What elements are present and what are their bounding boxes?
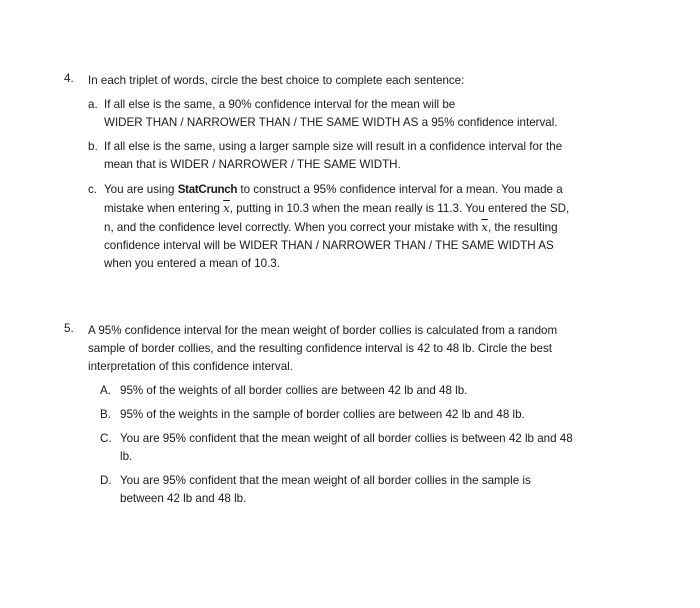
question-5 <box>64 322 644 376</box>
x-bar-symbol-2: $\overline{x}$ <box>481 220 488 234</box>
question-4c-line3a: n, and the confidence level correctly. When you correct your mistake with <box>104 221 482 234</box>
question-4a-line1: If all else is the same, a 90% confidence interval for the mean will be <box>104 98 456 111</box>
option-b-text: 95% of the weights in the sample of border collies are between 42 lb and 48 lb. <box>120 408 525 421</box>
question-4c-line1 <box>104 181 648 199</box>
question-5-line3: interpretation of this confidence interval. <box>88 360 293 373</box>
question-5-line1: A 95% confidence interval for the mean weight of border collies is calculated from a random <box>88 324 558 337</box>
question-4 <box>64 72 644 90</box>
option-b-label: B. <box>100 408 111 421</box>
option-c[interactable] <box>100 430 640 466</box>
question-4c-post: to construct a 95% confidence interval for a mean. You made a <box>237 183 563 196</box>
question-4c-line3 <box>104 218 648 237</box>
option-b[interactable] <box>100 406 640 424</box>
question-4c-line2b: , putting in 10.3 when the mean really is 11.3. You entered the SD, <box>229 202 570 215</box>
option-d-label: D. <box>100 474 112 487</box>
question-4c-line2a: mistake when entering <box>104 202 224 215</box>
question-4b <box>88 138 648 174</box>
x-bar-symbol: $\overline{x}$ <box>223 201 230 215</box>
option-a[interactable] <box>100 382 640 400</box>
question-4c <box>88 181 648 273</box>
option-c-line1: You are 95% confident that the mean weight of all border collies is between 42 lb and 48 <box>120 432 573 445</box>
question-5-number: 5. <box>64 322 74 335</box>
question-4c-line3b: , the resulting <box>487 221 558 234</box>
option-c-line2: lb. <box>120 450 133 463</box>
option-d-line1: You are 95% confident that the mean weight of all border collies in the sample is <box>120 474 531 487</box>
question-5-line2: sample of border collies, and the resulting confidence interval is 42 to 48 lb. Circle the best <box>88 342 553 355</box>
question-4a-label: a. <box>88 98 98 111</box>
question-4c-line4: confidence interval will be WIDER THAN / NARROWER THAN / THE SAME WIDTH AS <box>104 239 554 252</box>
option-c-label: C. <box>100 432 112 445</box>
question-4-prompt: In each triplet of words, circle the best choice to complete each sentence: <box>88 74 465 87</box>
question-4b-line2: mean that is WIDER / NARROWER / THE SAME WIDTH. <box>104 158 401 171</box>
question-4-number: 4. <box>64 72 74 85</box>
question-4b-line1: If all else is the same, using a larger sample size will result in a confidence interval for the <box>104 140 563 153</box>
option-d-line2: between 42 lb and 48 lb. <box>120 492 247 505</box>
question-4c-label: c. <box>88 183 98 196</box>
question-4c-line2 <box>104 199 648 218</box>
question-4a-line2: WIDER THAN / NARROWER THAN / THE SAME WIDTH AS a 95% confidence interval. <box>104 116 558 129</box>
question-4c-pre: You are using <box>104 183 178 196</box>
option-a-text: 95% of the weights of all border collies are between 42 lb and 48 lb. <box>120 384 468 397</box>
statcrunch-brand: StatCrunch <box>177 183 238 196</box>
option-d[interactable] <box>100 472 640 508</box>
question-4b-label: b. <box>88 140 98 153</box>
question-4a <box>88 96 628 132</box>
question-4c-line5: when you entered a mean of 10.3. <box>104 257 280 270</box>
option-a-label: A. <box>100 384 111 397</box>
